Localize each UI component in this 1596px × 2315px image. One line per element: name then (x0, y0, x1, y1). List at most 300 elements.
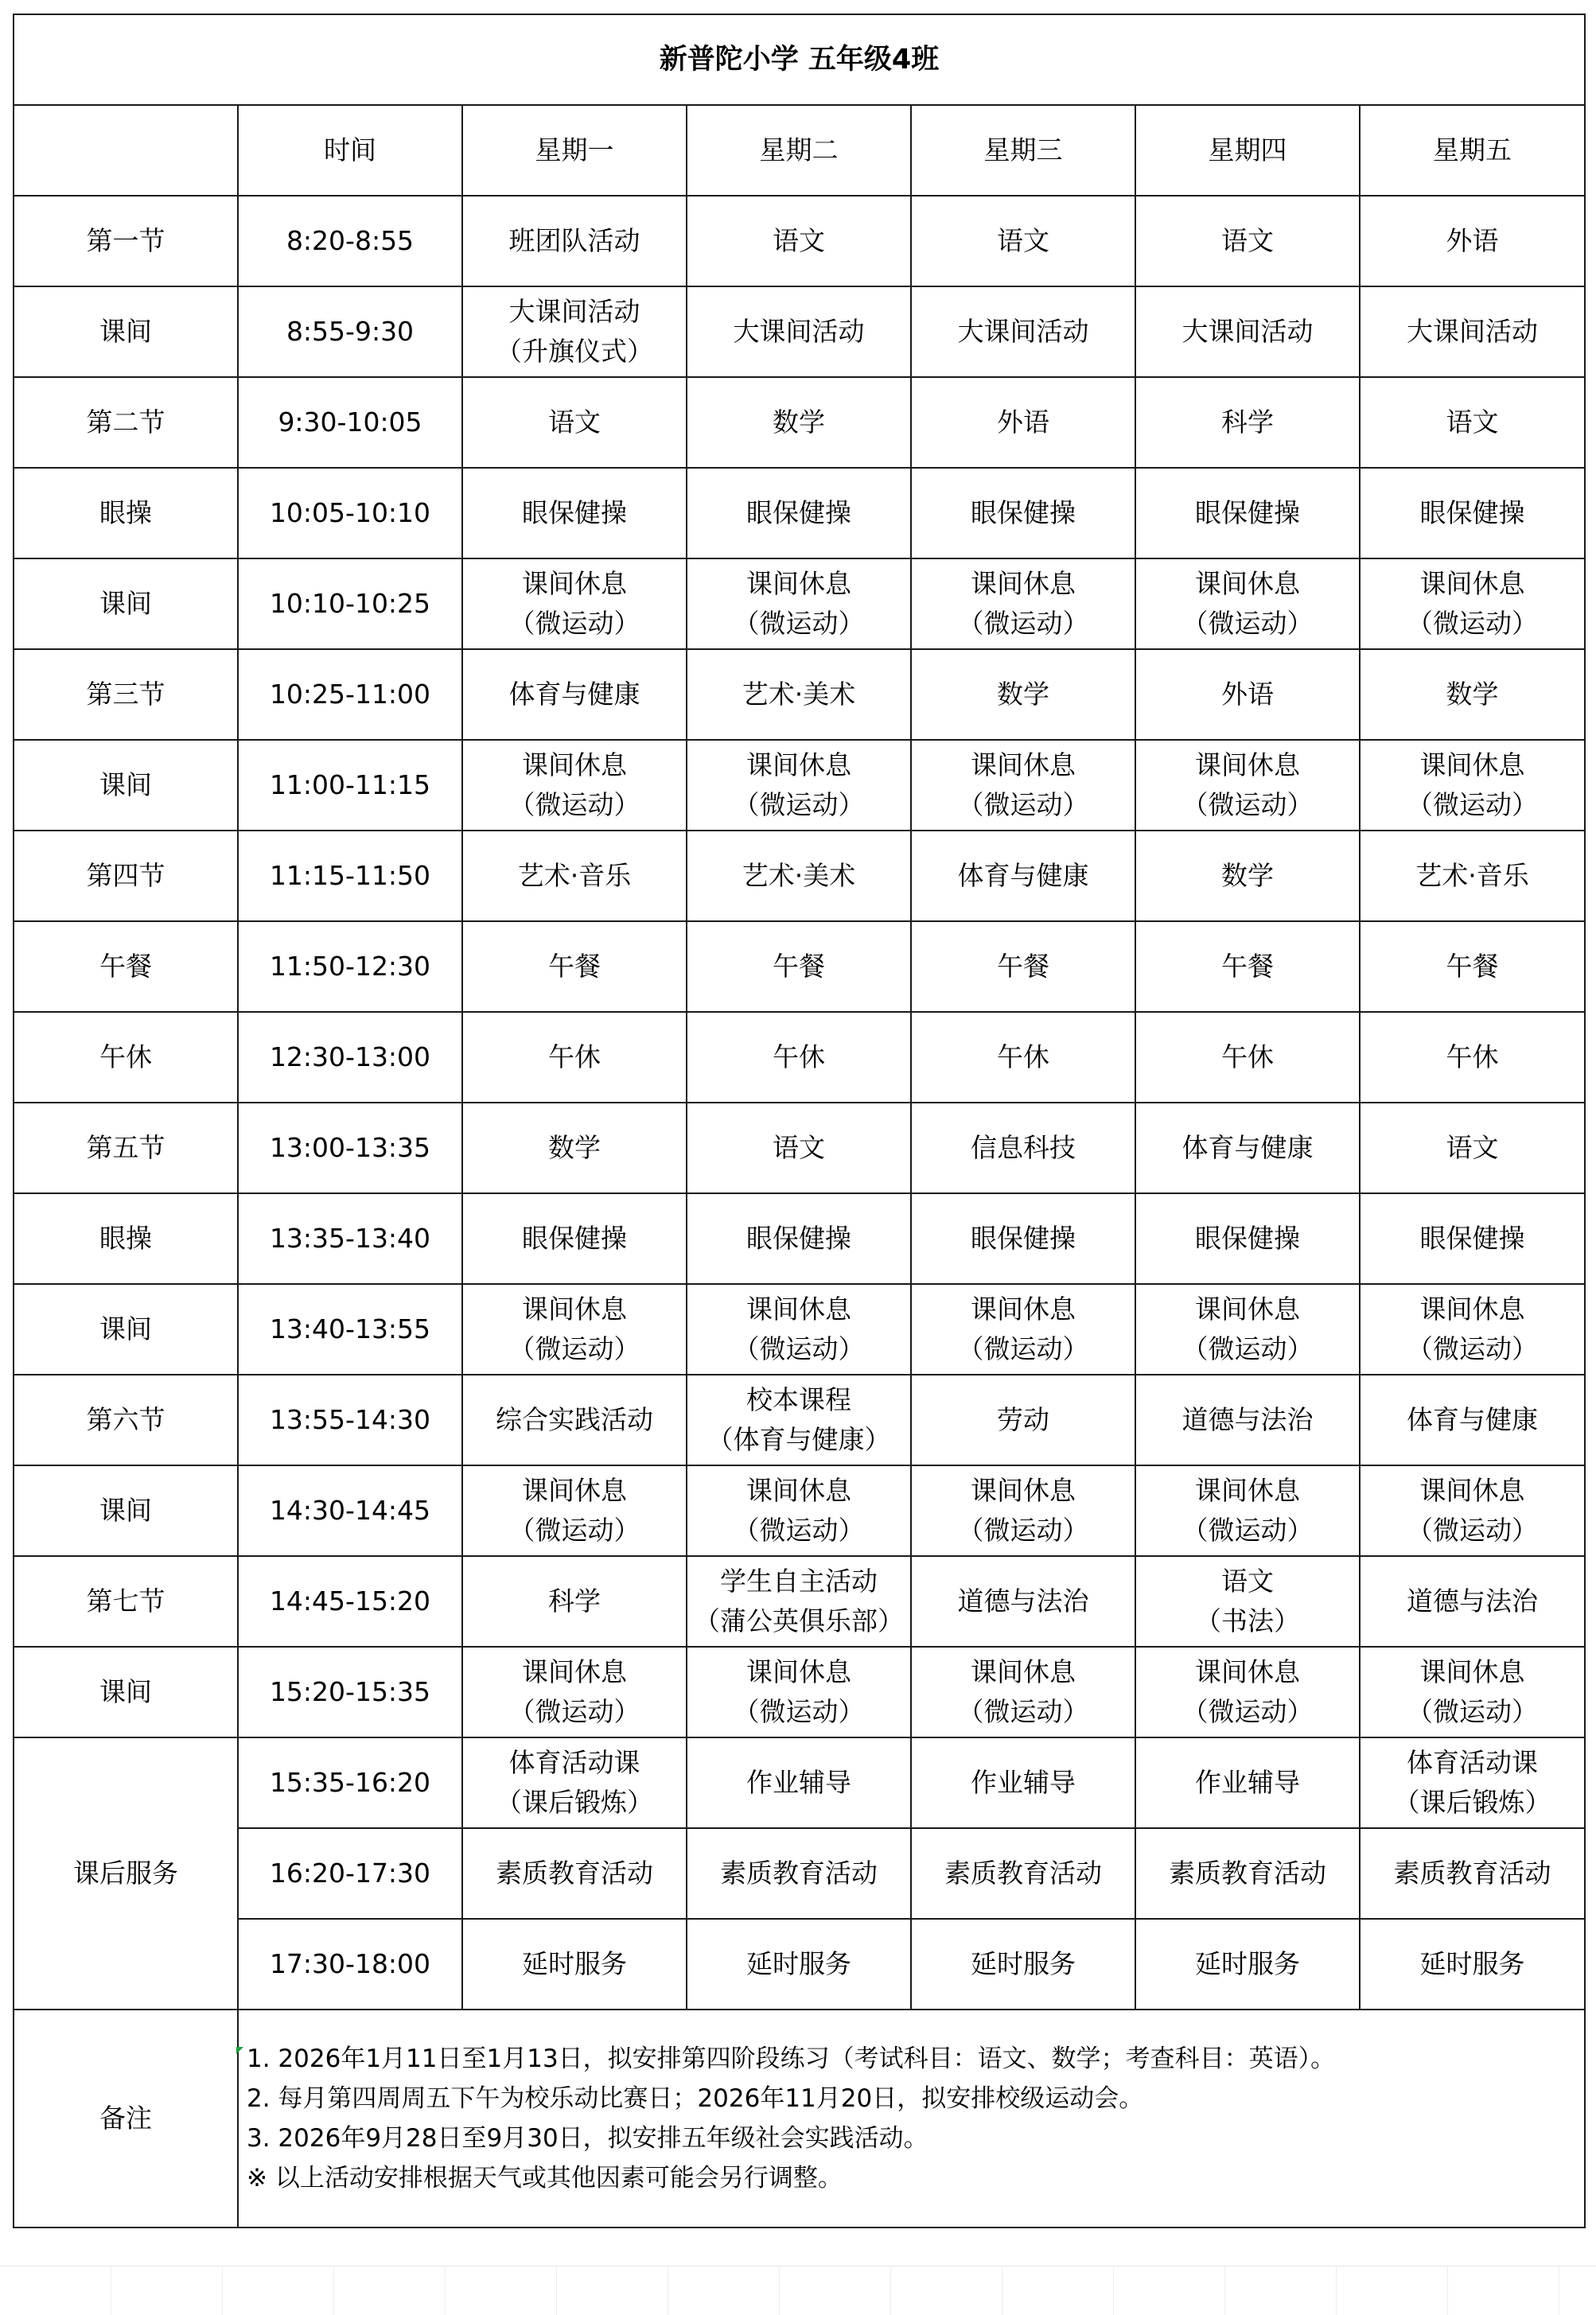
cell-text-line: （体育与健康） (707, 1424, 891, 1455)
lesson-cell-tuesday (687, 1284, 911, 1375)
lesson-cell-tuesday (687, 377, 911, 468)
lesson-cell-wednesday (911, 1193, 1135, 1284)
cell-text-line: 艺术·美术 (742, 679, 856, 710)
cell-text-line: （升旗仪式） (496, 336, 653, 367)
cell-text-line: 课间休息 (522, 568, 627, 599)
lesson-cell-wednesday (911, 468, 1135, 558)
cell-text-line: （微运动） (1181, 1515, 1314, 1546)
lesson-cell-friday (1360, 1556, 1585, 1647)
cell-text-line: （微运动） (1407, 1696, 1539, 1727)
lesson-cell-monday (462, 558, 687, 649)
lesson-cell-wednesday (911, 1375, 1135, 1465)
lesson-cell-thursday (1135, 1012, 1360, 1103)
period-time: 13:35-13:40 (238, 1193, 462, 1284)
cell-text-line: 科学 (1221, 407, 1274, 438)
cell-text-line: 大课间活动 (508, 296, 640, 327)
after-school-label: 课后服务 (14, 1737, 238, 2010)
cell-text-line: 延时服务 (522, 1948, 627, 1979)
period-label: 课间 (14, 1647, 238, 1737)
table-row (14, 1647, 1585, 1737)
remark-line: 3. 2026年9月28日至9月30日，拟安排五年级社会实践活动。 (247, 2124, 928, 2153)
cell-text-line: 午餐 (997, 951, 1049, 982)
cell-text-line: （微运动） (1181, 1696, 1314, 1727)
table-row (14, 1103, 1585, 1193)
cell-text-line: 眼保健操 (1419, 497, 1525, 528)
lesson-cell-monday (462, 1193, 687, 1284)
remark-line: 2. 每月第四周周五下午为校乐动比赛日；2026年11月20日，拟安排校级运动会。 (247, 2084, 1144, 2113)
timetable (13, 14, 1586, 2228)
cell-text-line: 课间休息 (746, 1656, 851, 1687)
cell-text-line: 劳动 (997, 1404, 1049, 1435)
lesson-cell-wednesday (911, 921, 1135, 1012)
cell-text-line: 课间休息 (1195, 1475, 1300, 1506)
lesson-cell-tuesday (687, 1737, 911, 1828)
lesson-cell-monday (462, 286, 687, 377)
cell-text-line: 语文 (1221, 1566, 1274, 1597)
lesson-cell-friday (1360, 196, 1585, 286)
cell-text-line: 课间休息 (746, 1294, 851, 1325)
lesson-cell-wednesday (911, 1737, 1135, 1828)
lesson-cell-tuesday (687, 921, 911, 1012)
cell-text-line: （微运动） (508, 1515, 640, 1546)
lesson-cell-wednesday (911, 649, 1135, 740)
lesson-cell-thursday (1135, 377, 1360, 468)
cell-text-line: 素质教育活动 (1393, 1858, 1551, 1889)
cell-text-line: 素质教育活动 (720, 1858, 878, 1889)
table-row (14, 740, 1585, 831)
cell-text-line: （蒲公英俱乐部） (694, 1605, 904, 1636)
cell-text-line: 语文 (1221, 225, 1274, 256)
cell-text-line: 数学 (1446, 679, 1499, 710)
lesson-cell-thursday (1135, 1556, 1360, 1647)
period-time: 17:30-18:00 (238, 1919, 462, 2010)
cell-text-line: 作业辅导 (971, 1767, 1076, 1798)
cell-text-line: 课间休息 (1195, 568, 1300, 599)
lesson-cell-thursday (1135, 921, 1360, 1012)
cell-text-line: （微运动） (957, 608, 1089, 639)
cell-text-line: 眼保健操 (522, 497, 627, 528)
cell-comment-indicator-icon (236, 2047, 243, 2054)
cell-text-line: 艺术·美术 (742, 860, 856, 891)
period-label: 眼操 (14, 468, 238, 558)
lesson-cell-wednesday (911, 1465, 1135, 1556)
period-label: 第三节 (14, 649, 238, 740)
period-time: 11:00-11:15 (238, 740, 462, 831)
cell-text-line: 外语 (997, 407, 1049, 438)
lesson-cell-friday (1360, 1193, 1585, 1284)
lesson-cell-monday (462, 1556, 687, 1647)
cell-text-line: （课后锻炼） (1393, 1787, 1551, 1818)
cell-text-line: 课间休息 (746, 749, 851, 780)
cell-text-line: 课间休息 (1419, 1294, 1525, 1325)
period-label: 第一节 (14, 196, 238, 286)
cell-text-line: 课间休息 (971, 1475, 1076, 1506)
period-time: 8:55-9:30 (238, 286, 462, 377)
cell-text-line: 眼保健操 (1419, 1223, 1525, 1254)
lesson-cell-friday (1360, 921, 1585, 1012)
cell-text-line: 语文 (1446, 1132, 1499, 1163)
lesson-cell-monday (462, 1375, 687, 1465)
period-time: 15:35-16:20 (238, 1737, 462, 1828)
cell-text-line: 午休 (1446, 1041, 1499, 1072)
table-row (14, 468, 1585, 558)
cell-text-line: 课间休息 (971, 1294, 1076, 1325)
header-cell-monday: 星期一 (462, 105, 687, 196)
lesson-cell-thursday (1135, 1647, 1360, 1737)
cell-text-line: （微运动） (1407, 1333, 1539, 1364)
lesson-cell-monday (462, 1647, 687, 1737)
table-row (14, 196, 1585, 286)
lesson-cell-monday (462, 1828, 687, 1919)
cell-text-line: 道德与法治 (1181, 1404, 1314, 1435)
header-cell-tuesday: 星期二 (687, 105, 911, 196)
period-label: 午餐 (14, 921, 238, 1012)
lesson-cell-monday (462, 1919, 687, 2010)
cell-text-line: 眼保健操 (971, 497, 1076, 528)
lesson-cell-monday (462, 740, 687, 831)
lesson-cell-tuesday (687, 1465, 911, 1556)
cell-text-line: 数学 (548, 1132, 601, 1163)
cell-text-line: 数学 (997, 679, 1049, 710)
cell-text-line: （微运动） (508, 789, 640, 820)
cell-text-line: 延时服务 (971, 1948, 1076, 1979)
cell-text-line: 大课间活动 (733, 316, 865, 347)
cell-text-line: （微运动） (733, 1696, 865, 1727)
cell-text-line: 延时服务 (1419, 1948, 1525, 1979)
lesson-cell-wednesday (911, 377, 1135, 468)
period-time: 9:30-10:05 (238, 377, 462, 468)
cell-text-line: 午休 (1221, 1041, 1274, 1072)
cell-text-line: 语文 (548, 407, 601, 438)
lesson-cell-friday (1360, 1737, 1585, 1828)
cell-text-line: （微运动） (957, 1515, 1089, 1546)
after-school-row (14, 1919, 1585, 2010)
after-school-row (14, 1828, 1585, 1919)
title-row (14, 14, 1585, 105)
lesson-cell-tuesday (687, 558, 911, 649)
lesson-cell-thursday (1135, 1193, 1360, 1284)
lesson-cell-thursday (1135, 831, 1360, 921)
period-time: 8:20-8:55 (238, 196, 462, 286)
cell-text-line: 体育与健康 (1407, 1404, 1539, 1435)
cell-text-line: （微运动） (1407, 789, 1539, 820)
lesson-cell-wednesday (911, 740, 1135, 831)
header-cell-blank (14, 105, 238, 196)
cell-text-line: 道德与法治 (1407, 1585, 1539, 1617)
cell-text-line: 大课间活动 (1181, 316, 1314, 347)
period-label: 第四节 (14, 831, 238, 921)
lesson-cell-tuesday (687, 1193, 911, 1284)
cell-text-line: （微运动） (957, 1333, 1089, 1364)
lesson-cell-monday (462, 196, 687, 286)
table-row (14, 377, 1585, 468)
lesson-cell-thursday (1135, 558, 1360, 649)
lesson-cell-friday (1360, 377, 1585, 468)
lesson-cell-tuesday (687, 1103, 911, 1193)
table-row (14, 921, 1585, 1012)
cell-text-line: （微运动） (508, 608, 640, 639)
period-label: 课间 (14, 1465, 238, 1556)
cell-text-line: 大课间活动 (1407, 316, 1539, 347)
period-label: 课间 (14, 558, 238, 649)
lesson-cell-friday (1360, 831, 1585, 921)
cell-text-line: 眼保健操 (1195, 1223, 1300, 1254)
lesson-cell-thursday (1135, 1375, 1360, 1465)
cell-text-line: （微运动） (1407, 608, 1539, 639)
cell-text-line: 素质教育活动 (496, 1858, 653, 1889)
lesson-cell-tuesday (687, 1012, 911, 1103)
timetable-sheet (13, 14, 1584, 2228)
period-label: 第六节 (14, 1375, 238, 1465)
lesson-cell-tuesday (687, 1375, 911, 1465)
table-row (14, 1465, 1585, 1556)
cell-text-line: （微运动） (957, 1696, 1089, 1727)
period-time: 12:30-13:00 (238, 1012, 462, 1103)
cell-text-line: 眼保健操 (1195, 497, 1300, 528)
period-time: 16:20-17:30 (238, 1828, 462, 1919)
period-label: 午休 (14, 1012, 238, 1103)
cell-text-line: 素质教育活动 (1169, 1858, 1326, 1889)
cell-text-line: 课间休息 (746, 1475, 851, 1506)
lesson-cell-tuesday (687, 831, 911, 921)
period-time: 14:30-14:45 (238, 1465, 462, 1556)
lesson-cell-tuesday (687, 196, 911, 286)
cell-text-line: （微运动） (1407, 1515, 1539, 1546)
cell-text-line: （微运动） (733, 1515, 865, 1546)
table-row (14, 1193, 1585, 1284)
cell-text-line: （微运动） (508, 1333, 640, 1364)
period-label: 课间 (14, 286, 238, 377)
cell-text-line: （微运动） (733, 789, 865, 820)
lesson-cell-monday (462, 831, 687, 921)
cell-text-line: 信息科技 (971, 1132, 1076, 1163)
lesson-cell-tuesday (687, 1556, 911, 1647)
cell-text-line: 课间休息 (1195, 1294, 1300, 1325)
remark-line: 1. 2026年1月11日至1月13日，拟安排第四阶段练习（考试科目：语文、数学；考查科目：英语）。 (247, 2045, 1336, 2073)
table-row (14, 1556, 1585, 1647)
cell-text-line: 语文 (1446, 407, 1499, 438)
cell-text-line: 体育与健康 (957, 860, 1089, 891)
lesson-cell-friday (1360, 286, 1585, 377)
period-label: 第二节 (14, 377, 238, 468)
cell-text-line: 课间休息 (746, 568, 851, 599)
table-row (14, 1284, 1585, 1375)
lesson-cell-wednesday (911, 1828, 1135, 1919)
lesson-cell-thursday (1135, 649, 1360, 740)
lesson-cell-monday (462, 1012, 687, 1103)
period-label: 课间 (14, 740, 238, 831)
period-time: 15:20-15:35 (238, 1647, 462, 1737)
lesson-cell-thursday (1135, 468, 1360, 558)
remark-line: ※ 以上活动安排根据天气或其他因素可能会另行调整。 (247, 2164, 843, 2192)
lesson-cell-monday (462, 1737, 687, 1828)
lesson-cell-wednesday (911, 1012, 1135, 1103)
cell-text-line: 课间休息 (1195, 1656, 1300, 1687)
cell-text-line: 眼保健操 (522, 1223, 627, 1254)
cell-text-line: 课间休息 (1419, 749, 1525, 780)
cell-text-line: （微运动） (957, 789, 1089, 820)
lesson-cell-monday (462, 1284, 687, 1375)
lesson-cell-thursday (1135, 1284, 1360, 1375)
cell-text-line: 课间休息 (522, 1475, 627, 1506)
header-cell-friday: 星期五 (1360, 105, 1585, 196)
period-time: 11:50-12:30 (238, 921, 462, 1012)
lesson-cell-monday (462, 921, 687, 1012)
period-time: 11:15-11:50 (238, 831, 462, 921)
lesson-cell-wednesday (911, 1103, 1135, 1193)
table-row (14, 558, 1585, 649)
cell-text-line: 校本课程 (746, 1384, 851, 1415)
cell-text-line: （微运动） (733, 1333, 865, 1364)
cell-text-line: 眼保健操 (971, 1223, 1076, 1254)
period-label: 眼操 (14, 1193, 238, 1284)
cell-text-line: （微运动） (1181, 608, 1314, 639)
cell-text-line: 道德与法治 (957, 1585, 1089, 1617)
period-time: 10:05-10:10 (238, 468, 462, 558)
cell-text-line: 眼保健操 (746, 497, 851, 528)
lesson-cell-wednesday (911, 831, 1135, 921)
cell-text-line: 午休 (997, 1041, 1049, 1072)
lesson-cell-monday (462, 468, 687, 558)
cell-text-line: 课间休息 (522, 1294, 627, 1325)
cell-text-line: 午餐 (1221, 951, 1274, 982)
cell-text-line: 班团队活动 (508, 225, 640, 256)
lesson-cell-friday (1360, 1012, 1585, 1103)
period-time: 10:25-11:00 (238, 649, 462, 740)
lesson-cell-friday (1360, 1919, 1585, 2010)
cell-text-line: 学生自主活动 (720, 1566, 878, 1597)
remarks-label: 备注 (14, 2010, 238, 2227)
cell-text-line: 数学 (773, 407, 825, 438)
lesson-cell-friday (1360, 1465, 1585, 1556)
lesson-cell-wednesday (911, 1556, 1135, 1647)
lesson-cell-wednesday (911, 558, 1135, 649)
lesson-cell-wednesday (911, 286, 1135, 377)
cell-text-line: 体育活动课 (508, 1747, 640, 1778)
cell-text-line: 午休 (548, 1041, 601, 1072)
cell-text-line: 艺术·音乐 (517, 860, 632, 891)
cell-text-line: 语文 (773, 225, 825, 256)
cell-text-line: 午休 (773, 1041, 825, 1072)
lesson-cell-thursday (1135, 1465, 1360, 1556)
empty-gridlines (0, 2266, 1596, 2315)
period-label: 第七节 (14, 1556, 238, 1647)
cell-text-line: 课间休息 (1419, 1656, 1525, 1687)
cell-text-line: 科学 (548, 1585, 601, 1617)
cell-text-line: 课间休息 (1195, 749, 1300, 780)
cell-text-line: （书法） (1195, 1605, 1300, 1636)
lesson-cell-wednesday (911, 1284, 1135, 1375)
cell-text-line: 外语 (1221, 679, 1274, 710)
table-row (14, 1012, 1585, 1103)
cell-text-line: 体育与健康 (508, 679, 640, 710)
cell-text-line: 课间休息 (522, 1656, 627, 1687)
period-label: 课间 (14, 1284, 238, 1375)
cell-text-line: 课间休息 (971, 1656, 1076, 1687)
table-row (14, 649, 1585, 740)
remarks-content (238, 2010, 1585, 2227)
cell-text-line: （微运动） (508, 1696, 640, 1727)
lesson-cell-monday (462, 1465, 687, 1556)
cell-text-line: 午餐 (773, 951, 825, 982)
lesson-cell-monday (462, 1103, 687, 1193)
cell-text-line: 作业辅导 (746, 1767, 851, 1798)
cell-text-line: 课间休息 (971, 749, 1076, 780)
cell-text-line: 外语 (1446, 225, 1499, 256)
lesson-cell-thursday (1135, 740, 1360, 831)
lesson-cell-thursday (1135, 1737, 1360, 1828)
lesson-cell-friday (1360, 1284, 1585, 1375)
cell-text-line: 语文 (773, 1132, 825, 1163)
lesson-cell-monday (462, 377, 687, 468)
header-row (14, 105, 1585, 196)
cell-text-line: 数学 (1221, 860, 1274, 891)
table-row (14, 1375, 1585, 1465)
period-time: 13:00-13:35 (238, 1103, 462, 1193)
lesson-cell-tuesday (687, 1828, 911, 1919)
lesson-cell-friday (1360, 1647, 1585, 1737)
cell-text-line: 课间休息 (1419, 568, 1525, 599)
lesson-cell-friday (1360, 468, 1585, 558)
cell-text-line: 课间休息 (522, 749, 627, 780)
lesson-cell-thursday (1135, 1828, 1360, 1919)
cell-text-line: （微运动） (1181, 1333, 1314, 1364)
lesson-cell-thursday (1135, 1103, 1360, 1193)
lesson-cell-tuesday (687, 1919, 911, 2010)
lesson-cell-wednesday (911, 1919, 1135, 2010)
cell-text-line: 艺术·音乐 (1415, 860, 1529, 891)
lesson-cell-thursday (1135, 286, 1360, 377)
period-time: 14:45-15:20 (238, 1556, 462, 1647)
lesson-cell-tuesday (687, 740, 911, 831)
cell-text-line: 体育与健康 (1181, 1132, 1314, 1163)
cell-text-line: 综合实践活动 (496, 1404, 653, 1435)
cell-text-line: 课间休息 (1419, 1475, 1525, 1506)
table-row (14, 831, 1585, 921)
cell-text-line: 大课间活动 (957, 316, 1089, 347)
period-time: 10:10-10:25 (238, 558, 462, 649)
header-cell-thursday: 星期四 (1135, 105, 1360, 196)
cell-text-line: 作业辅导 (1195, 1767, 1300, 1798)
period-time: 13:55-14:30 (238, 1375, 462, 1465)
lesson-cell-friday (1360, 740, 1585, 831)
cell-text-line: 延时服务 (746, 1948, 851, 1979)
period-time: 13:40-13:55 (238, 1284, 462, 1375)
lesson-cell-friday (1360, 558, 1585, 649)
after-school-row (14, 1737, 1585, 1828)
lesson-cell-friday (1360, 649, 1585, 740)
cell-text-line: 体育活动课 (1407, 1747, 1539, 1778)
lesson-cell-thursday (1135, 1919, 1360, 2010)
header-cell-wednesday: 星期三 (911, 105, 1135, 196)
lesson-cell-friday (1360, 1375, 1585, 1465)
period-label: 第五节 (14, 1103, 238, 1193)
lesson-cell-wednesday (911, 1647, 1135, 1737)
cell-text-line: 语文 (997, 225, 1049, 256)
cell-text-line: 眼保健操 (746, 1223, 851, 1254)
lesson-cell-friday (1360, 1828, 1585, 1919)
remarks-row (14, 2010, 1585, 2227)
cell-text-line: 延时服务 (1195, 1948, 1300, 1979)
lesson-cell-tuesday (687, 286, 911, 377)
lesson-cell-friday (1360, 1103, 1585, 1193)
lesson-cell-wednesday (911, 196, 1135, 286)
cell-text-line: 午餐 (548, 951, 601, 982)
header-cell-time: 时间 (238, 105, 462, 196)
cell-text-line: （微运动） (1181, 789, 1314, 820)
cell-text-line: 素质教育活动 (944, 1858, 1102, 1889)
cell-text-line: 午餐 (1446, 951, 1499, 982)
